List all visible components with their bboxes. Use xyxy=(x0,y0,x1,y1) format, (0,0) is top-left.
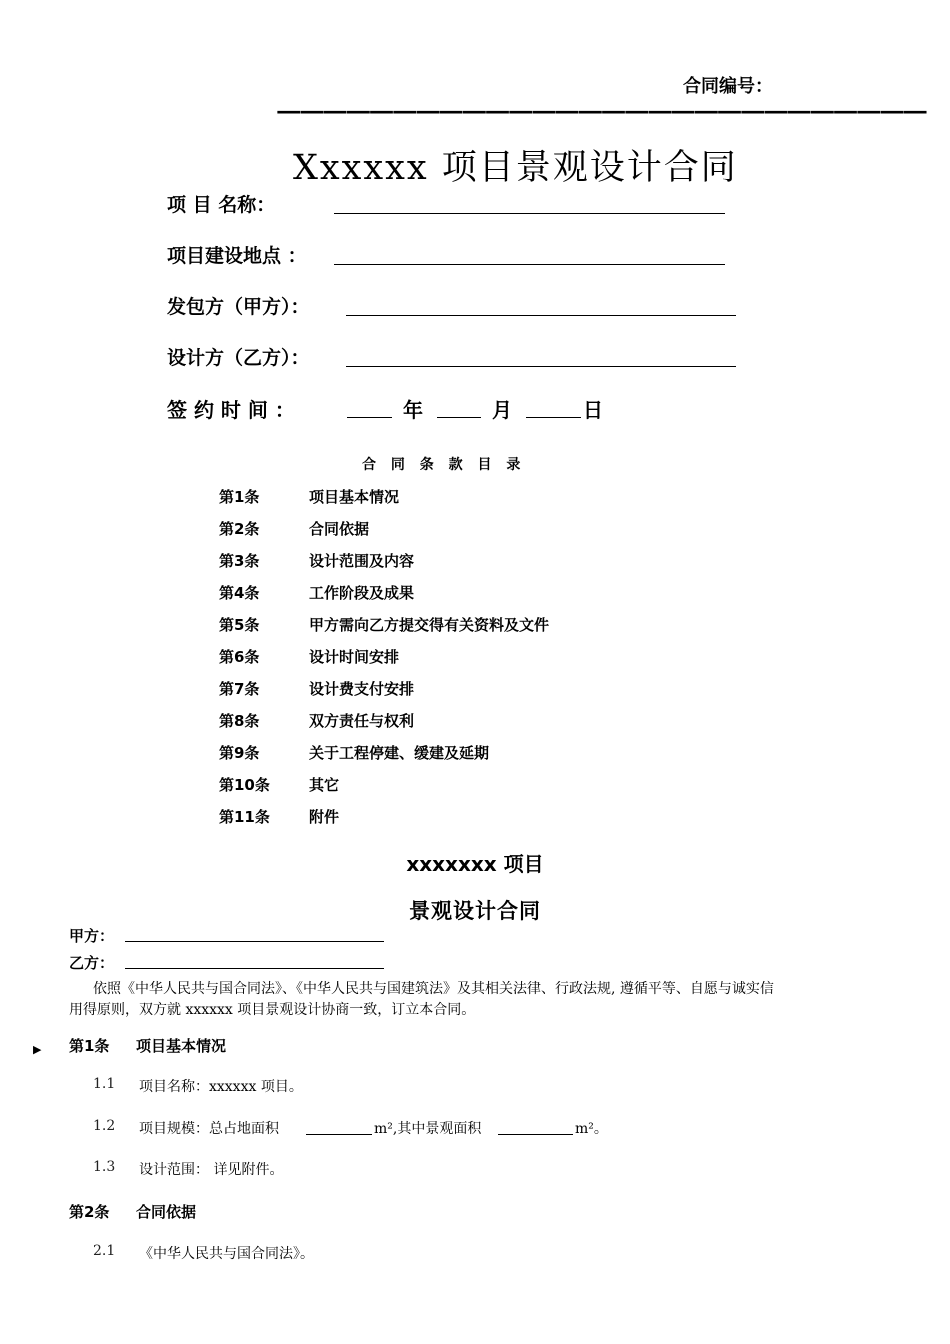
clause-number: 2.1 xyxy=(93,1243,116,1259)
toc-item-num: 第4条 xyxy=(219,584,260,602)
toc-item-title[interactable]: 工作阶段及成果 xyxy=(309,584,415,602)
clause-text: 设计范围： 详见附件。 xyxy=(139,1162,284,1178)
toc-item-title[interactable]: 合同依据 xyxy=(309,520,370,538)
toc-item-num: 第8条 xyxy=(219,712,260,730)
toc-item-num: 第7条 xyxy=(219,680,260,698)
body-title-line1: xxxxxxx 项目 xyxy=(406,852,544,876)
project-name-label: 项 目 名称： xyxy=(167,194,276,216)
party-b-label: 乙方： xyxy=(69,954,115,972)
article-1-number: 第1条 xyxy=(69,1037,110,1055)
clause-number: 1.3 xyxy=(93,1159,116,1175)
party-b-cover-label: 设计方（乙方）： xyxy=(167,347,310,369)
dashed-separator: ———————————————————————————— xyxy=(276,98,926,124)
article-2-number: 第2条 xyxy=(69,1203,110,1221)
article-2-title: 合同依据 xyxy=(136,1203,197,1221)
toc-item-num: 第2条 xyxy=(219,520,260,538)
toc-item-title[interactable]: 双方责任与权利 xyxy=(309,712,415,730)
month-label: 月 xyxy=(492,398,512,422)
contract-title: Xxxxxx 项目景观设计合同 xyxy=(293,148,738,188)
total-area-blank[interactable] xyxy=(306,1134,372,1135)
sign-year-blank[interactable] xyxy=(347,417,392,418)
project-name-blank[interactable] xyxy=(334,213,725,214)
party-b-cover-blank[interactable] xyxy=(346,366,736,367)
toc-item-num: 第10条 xyxy=(219,776,270,794)
toc-item-title[interactable]: 设计费支付安排 xyxy=(309,680,415,698)
toc-item-title[interactable]: 项目基本情况 xyxy=(309,488,400,506)
toc-item-title[interactable]: 甲方需向乙方提交得有关资料及文件 xyxy=(309,616,550,634)
toc-item-title[interactable]: 附件 xyxy=(309,808,340,826)
project-site-blank[interactable] xyxy=(334,264,725,265)
body-title-line2: 景观设计合同 xyxy=(409,899,541,923)
triangle-bullet-icon: ▶ xyxy=(33,1043,42,1056)
toc-item-num: 第9条 xyxy=(219,744,260,762)
toc-item-num: 第3条 xyxy=(219,552,260,570)
sign-month-blank[interactable] xyxy=(437,417,481,418)
clause-text: m²。 xyxy=(575,1121,608,1137)
contract-number-label: 合同编号： xyxy=(683,76,773,97)
day-label: 日 xyxy=(583,398,603,422)
year-label: 年 xyxy=(403,398,423,422)
toc-item-title[interactable]: 其它 xyxy=(309,776,340,794)
toc-item-title[interactable]: 设计范围及内容 xyxy=(309,552,415,570)
party-b-blank[interactable] xyxy=(125,968,384,969)
party-a-label: 甲方： xyxy=(69,927,115,945)
party-a-cover-label: 发包方（甲方）： xyxy=(167,296,310,318)
party-a-cover-blank[interactable] xyxy=(346,315,736,316)
project-site-label: 项目建设地点 ： xyxy=(167,245,307,267)
landscape-area-blank[interactable] xyxy=(498,1134,573,1135)
clause-text: 项目名称：xxxxxx 项目。 xyxy=(139,1079,303,1095)
toc-item-title[interactable]: 设计时间安排 xyxy=(309,648,400,666)
party-a-blank[interactable] xyxy=(125,941,384,942)
toc-item-title[interactable]: 关于工程停建、缓建及延期 xyxy=(309,744,490,762)
toc-item-num: 第11条 xyxy=(219,808,270,826)
intro-paragraph-line1: 依照《中华人民共与国合同法》、《中华人民共与国建筑法》及其相关法律、行政法规, 遵循平等、自愿与诚实信 xyxy=(93,981,774,997)
toc-item-num: 第1条 xyxy=(219,488,260,506)
clause-text: m²,其中景观面积 xyxy=(374,1121,482,1137)
article-1-title: 项目基本情况 xyxy=(136,1037,227,1055)
toc-item-num: 第5条 xyxy=(219,616,260,634)
clause-text: 项目规模：总占地面积 xyxy=(139,1121,279,1137)
clause-number: 1.1 xyxy=(93,1076,116,1092)
toc-item-num: 第6条 xyxy=(219,648,260,666)
toc-heading: 合 同 条 款 目 录 xyxy=(362,457,526,473)
intro-paragraph-line2: 用得原则，双方就 xxxxxx 项目景观设计协商一致，订立本合同。 xyxy=(69,1002,476,1018)
sign-date-label: 签 约 时 间 ： xyxy=(167,398,295,422)
clause-number: 1.2 xyxy=(93,1118,116,1134)
clause-text: 《中华人民共与国合同法》。 xyxy=(139,1246,314,1262)
sign-day-blank[interactable] xyxy=(526,417,581,418)
